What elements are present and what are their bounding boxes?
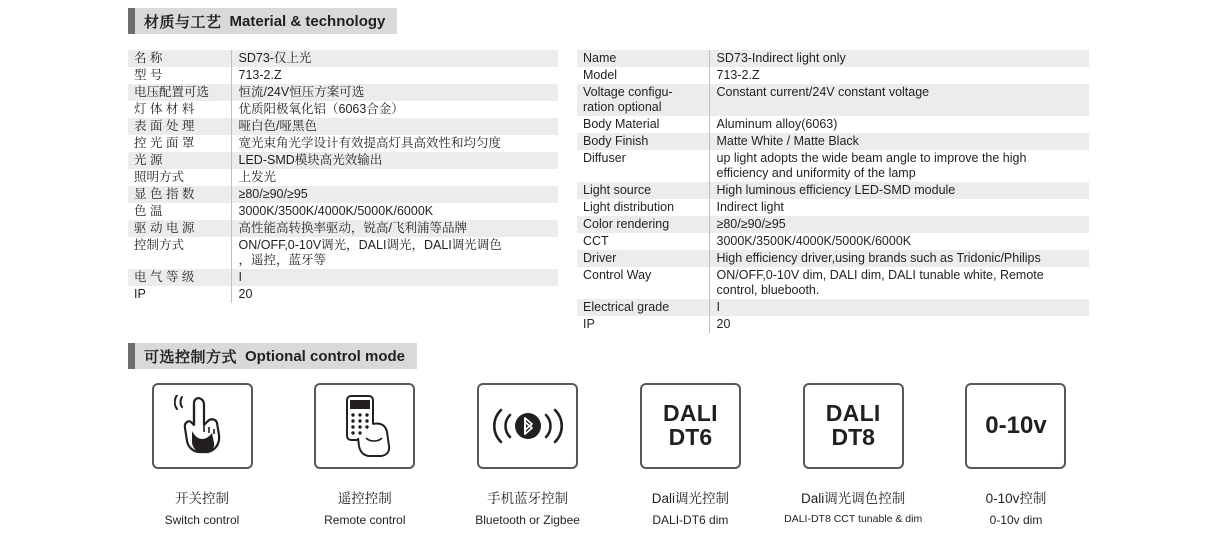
spec-value: Constant current/24V constant voltage bbox=[709, 84, 1089, 116]
spec-value: High efficiency driver,using brands such as Tridonic/Philips bbox=[709, 250, 1089, 267]
spec-row bbox=[128, 152, 558, 169]
spec-label: 色 温 bbox=[134, 204, 163, 218]
spec-label: 照明方式 bbox=[134, 170, 185, 184]
spec-row bbox=[128, 84, 558, 101]
spec-label: Light distribution bbox=[583, 200, 675, 214]
bluetooth-signal-icon bbox=[477, 383, 578, 469]
control-mode-label-cn: 开关控制 bbox=[175, 491, 229, 506]
spec-row bbox=[577, 84, 1089, 116]
spec-value: 713-2.Z bbox=[231, 67, 558, 84]
spec-label: CCT bbox=[583, 234, 609, 248]
spec-row bbox=[128, 237, 558, 269]
spec-row bbox=[128, 50, 558, 67]
spec-value: 哑白色/哑黑色 bbox=[231, 118, 558, 135]
hand-touch-icon bbox=[152, 383, 253, 469]
control-mode-item bbox=[454, 383, 602, 527]
control-mode-item bbox=[779, 383, 927, 527]
spec-row bbox=[577, 299, 1089, 316]
spec-label: Control Way bbox=[583, 268, 652, 282]
spec-value: 3000K/3500K/4000K/5000K/6000K bbox=[709, 233, 1089, 250]
spec-value: 20 bbox=[231, 286, 558, 303]
spec-row bbox=[577, 233, 1089, 250]
spec-row bbox=[577, 133, 1089, 150]
section-title-cn: 材质与工艺 bbox=[144, 13, 222, 31]
spec-label: Name bbox=[577, 50, 709, 67]
spec-label: Electrical grade bbox=[577, 299, 709, 316]
control-mode-item bbox=[616, 383, 764, 527]
dali-label bbox=[826, 402, 881, 450]
dali-dt6-icon bbox=[640, 383, 741, 469]
header-accent-bar bbox=[128, 343, 135, 369]
spec-label: Voltage configu- ration optional bbox=[577, 84, 709, 116]
spec-label: IP bbox=[134, 287, 146, 301]
dali-dt8-icon bbox=[803, 383, 904, 469]
spec-row bbox=[577, 150, 1089, 182]
control-mode-label-en: DALI-DT6 dim bbox=[652, 513, 729, 527]
spec-value: 优质阳极氧化铝（6063合金） bbox=[231, 101, 558, 118]
spec-label: 驱 动 电 源 bbox=[128, 220, 231, 237]
spec-label: 电 气 等 级 bbox=[128, 269, 231, 286]
spec-row bbox=[128, 203, 558, 220]
spec-label: IP bbox=[583, 317, 595, 331]
spec-label: Model bbox=[583, 68, 618, 82]
spec-value: High luminous efficiency LED-SMD module bbox=[709, 182, 1089, 199]
spec-table-chinese bbox=[128, 50, 558, 303]
spec-value: 713-2.Z bbox=[709, 67, 1089, 84]
spec-row bbox=[577, 199, 1089, 216]
spec-value: Aluminum alloy(6063) bbox=[709, 116, 1089, 133]
spec-value: Indirect light bbox=[709, 199, 1089, 216]
control-mode-label-cn: 遥控控制 bbox=[337, 491, 392, 506]
spec-label: 显 色 指 数 bbox=[128, 186, 231, 203]
header-body bbox=[135, 8, 397, 34]
spec-value: 高性能高转换率驱动，锐高/飞利浦等品牌 bbox=[231, 220, 558, 237]
control-mode-label-cn: Dali调光调色控制 bbox=[801, 491, 906, 506]
spec-row bbox=[577, 67, 1089, 84]
section-title-cn: 可选控制方式 bbox=[144, 348, 238, 366]
spec-row bbox=[577, 267, 1089, 299]
spec-label: Color rendering bbox=[577, 216, 709, 233]
control-mode-label-en: DALI-DT8 CCT tunable & dim bbox=[784, 513, 923, 525]
control-mode-label-cn: 0-10v控制 bbox=[985, 491, 1047, 506]
spec-label: Body Material bbox=[583, 117, 660, 131]
control-mode-item bbox=[291, 383, 439, 527]
spec-label: Diffuser bbox=[583, 151, 626, 165]
spec-row bbox=[577, 250, 1089, 267]
spec-row bbox=[577, 316, 1089, 333]
spec-row bbox=[128, 169, 558, 186]
dali-line-2: DT6 bbox=[668, 424, 713, 450]
spec-value: 上发光 bbox=[231, 169, 558, 186]
spec-value: ≥80/≥90/≥95 bbox=[709, 216, 1089, 233]
spec-label: 灯 体 材 料 bbox=[134, 102, 195, 116]
spec-value: 恒流/24V恒压方案可选 bbox=[231, 84, 558, 101]
spec-table-english bbox=[577, 50, 1089, 333]
control-mode-label-en: Bluetooth or Zigbee bbox=[475, 513, 580, 527]
section-title-en: Optional control mode bbox=[245, 347, 406, 365]
spec-row bbox=[577, 182, 1089, 199]
spec-label: 光 源 bbox=[128, 152, 231, 169]
spec-value: up light adopts the wide beam angle to improve the high efficiency and uniformity of the lamp bbox=[709, 150, 1089, 182]
control-mode-item bbox=[128, 383, 276, 527]
spec-label: 控制方式 bbox=[134, 238, 185, 252]
spec-value: Matte White / Matte Black bbox=[709, 133, 1089, 150]
dali-line-1: DALI bbox=[825, 400, 881, 427]
section-header-control-mode bbox=[128, 343, 417, 369]
spec-value: ≥80/≥90/≥95 bbox=[231, 186, 558, 203]
spec-value: ON/OFF,0-10V dim, DALI dim, DALI tunable white, Remote control, bluebooth. bbox=[709, 267, 1089, 299]
spec-label: 型 号 bbox=[134, 68, 163, 82]
spec-value: ON/OFF,0-10V调光，DALI调光，DALI调光调色 ，遥控，蓝牙等 bbox=[231, 237, 558, 269]
spec-row bbox=[128, 186, 558, 203]
spec-value: I bbox=[709, 299, 1089, 316]
section-title-en: Material & technology bbox=[229, 12, 386, 30]
header-accent-bar bbox=[128, 8, 135, 34]
header-body bbox=[135, 343, 417, 369]
spec-value: LED-SMD模块高光效输出 bbox=[231, 152, 558, 169]
spec-label: 控 光 面 罩 bbox=[134, 136, 195, 150]
spec-row bbox=[128, 220, 558, 237]
spec-value: SD73-Indirect light only bbox=[709, 50, 1089, 67]
spec-value: 20 bbox=[709, 316, 1089, 333]
section-header-material bbox=[128, 8, 397, 34]
dali-label bbox=[663, 402, 718, 450]
spec-row bbox=[128, 135, 558, 152]
zero-to-ten-volt-icon bbox=[965, 383, 1066, 469]
spec-row bbox=[128, 269, 558, 286]
spec-value: 3000K/3500K/4000K/5000K/6000K bbox=[231, 203, 558, 220]
spec-label: Driver bbox=[577, 250, 709, 267]
spec-value: I bbox=[231, 269, 558, 286]
spec-row bbox=[128, 118, 558, 135]
spec-value: SD73-仅上光 bbox=[231, 50, 558, 67]
control-mode-label-en: Switch control bbox=[164, 513, 240, 527]
spec-row bbox=[128, 67, 558, 84]
voltage-label: 0-10v bbox=[985, 412, 1047, 439]
control-mode-label-en: Remote control bbox=[324, 513, 406, 527]
spec-row bbox=[577, 50, 1089, 67]
spec-label: 名 称 bbox=[128, 50, 231, 67]
control-mode-item bbox=[942, 383, 1090, 527]
spec-row bbox=[577, 116, 1089, 133]
dali-line-2: DT8 bbox=[831, 424, 875, 450]
spec-label: 表 面 处 理 bbox=[128, 118, 231, 135]
spec-label: Body Finish bbox=[577, 133, 709, 150]
control-mode-label-en: 0-10v dim bbox=[989, 513, 1043, 527]
spec-row bbox=[577, 216, 1089, 233]
spec-value: 宽光束角光学设计有效提高灯具高效性和均匀度 bbox=[231, 135, 558, 152]
spec-label: 电压配置可选 bbox=[128, 84, 231, 101]
control-mode-label-cn: 手机蓝牙控制 bbox=[487, 491, 569, 506]
control-mode-list bbox=[128, 383, 1090, 527]
spec-label: Light source bbox=[577, 182, 709, 199]
spec-row bbox=[128, 101, 558, 118]
control-mode-label-cn: Dali调光控制 bbox=[651, 491, 730, 506]
remote-control-icon bbox=[314, 383, 415, 469]
dali-line-1: DALI bbox=[662, 400, 718, 427]
spec-row bbox=[128, 286, 558, 303]
